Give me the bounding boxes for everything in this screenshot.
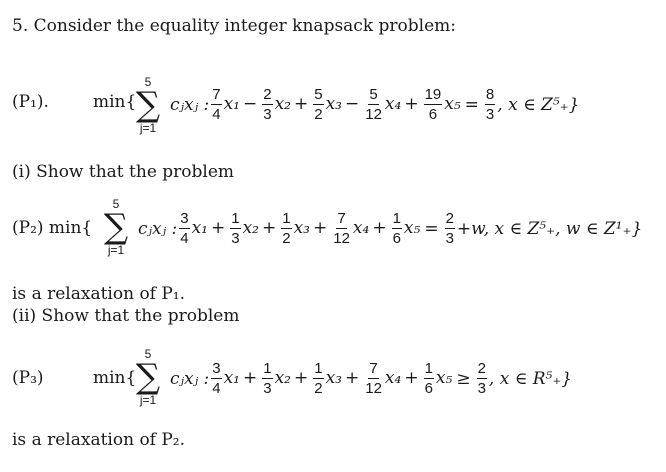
p1-rhs [485,86,495,123]
p3-term-numerator: 1 [263,360,272,377]
equation-p2 [0,190,666,280]
p1-term-variable: x₅ [444,94,461,114]
p1-rhs-den: 3 [485,106,495,123]
p1-term-variable: x₃ [325,94,342,114]
p1-lhs: cⱼxⱼ : [170,94,210,115]
p1-term-numerator: 7 [212,86,221,103]
equation-p3 [0,336,666,426]
p2-lhs: cⱼxⱼ : [138,218,178,239]
p2-term-variable: x₂ [242,218,259,238]
p3-domain: , x ∈ R⁵₊} [488,368,573,389]
p1-term-variable: x₁ [223,94,240,114]
p3-label: (P₃) [12,368,44,388]
p3-term-sign: + [293,368,309,388]
p1-term-numerator: 19 [424,86,442,103]
p3-term-numerator: 1 [314,360,323,377]
p3-term-denominator: 3 [263,380,272,397]
p1-term-variable: x₄ [384,94,402,114]
p3-term-numerator: 1 [424,360,433,377]
sigma-icon: ∑ [135,85,161,125]
p1-expression [170,86,579,123]
p1-term-numerator: 5 [369,86,378,103]
p3-term-variable: x₃ [325,368,342,388]
p3-term-variable: x₅ [435,368,453,388]
p3-rhs-den: 3 [477,380,486,397]
p3-term-variable: x₂ [274,368,291,388]
relaxation-p2-text: is a relaxation of P₂. [12,430,186,450]
p2-relation: = [424,218,439,239]
p1-sum-upper: 5 [144,75,152,89]
p3-term-coefficient [211,360,221,397]
p1-term-sign: + [404,94,419,114]
p1-term-coefficient [424,86,443,123]
p3-term-numerator: 7 [369,360,378,377]
p3-term-coefficient [424,360,434,397]
p1-label: (P₁). [12,92,49,112]
p3-term-variable: x₁ [223,368,240,388]
p1-term-denominator: 2 [314,106,323,123]
p2-term-numerator: 1 [282,210,291,227]
p2-expression [138,210,642,247]
p1-term-sign: + [293,94,309,114]
p3-term-sign: + [242,368,258,388]
p3-terms [209,360,452,397]
p2-term-denominator: 12 [333,230,350,247]
p2-term-denominator: 4 [180,230,189,247]
p2-term-numerator: 7 [337,210,346,227]
relaxation-p1-text: is a relaxation of P₁. [12,284,186,304]
p2-sum-upper: 5 [112,197,120,211]
p2-rhs-den: 3 [445,230,454,247]
p1-terms [209,86,460,123]
p2-term-variable: x₄ [352,218,370,238]
p3-term-numerator: 3 [212,360,221,377]
p2-term-sign: + [261,218,277,238]
p3-term-coefficient [262,360,272,397]
p3-relation: ≥ [456,368,471,389]
p1-relation: = [464,94,479,115]
p1-min: min{ [93,92,137,112]
p3-sum-upper: 5 [144,347,152,361]
p3-term-denominator: 6 [424,380,433,397]
p3-rhs-num: 2 [477,360,486,377]
p1-term-sign: − [344,94,360,114]
part-ii-text: (ii) Show that the problem [12,306,240,326]
p2-label: (P₂) min{ [12,218,93,238]
p2-term-denominator: 3 [231,230,240,247]
p3-term-denominator: 2 [314,380,323,397]
p2-term-sign: + [312,218,328,238]
p3-term-denominator: 4 [212,380,221,397]
p1-sum-lower: j=1 [139,121,157,135]
p2-rhs-num: 2 [445,210,454,227]
p2-terms [177,210,420,247]
p3-term-sign: + [404,368,419,388]
p2-term-variable: x₁ [191,218,208,238]
p2-term-coefficient [179,210,189,247]
p2-term-numerator: 3 [180,210,189,227]
equation-p1 [0,72,666,162]
p2-rhs [445,210,455,247]
p3-rhs [477,360,487,397]
p2-term-sign: + [372,218,387,238]
p2-term-variable: x₅ [403,218,421,238]
p2-term-coefficient [332,210,351,247]
p1-domain: , x ∈ Z⁵₊} [497,94,580,115]
p2-term-denominator: 6 [392,230,401,247]
p2-term-variable: x₃ [293,218,310,238]
sigma-icon: ∑ [103,207,129,247]
p3-expression [170,360,572,397]
problem-heading: 5. Consider the equality integer knapsack problem: [12,16,457,36]
p1-term-coefficient [211,86,221,123]
p1-rhs-num: 8 [485,86,495,103]
p1-term-denominator: 6 [428,106,438,123]
p2-term-coefficient [230,210,240,247]
p3-lhs: cⱼxⱼ : [170,368,210,389]
p1-term-denominator: 3 [263,106,272,123]
p2-term-numerator: 1 [231,210,240,227]
p3-term-coefficient [364,360,383,397]
p3-min: min{ [93,368,137,388]
p1-sum [128,76,168,134]
p3-sum [128,348,168,406]
p2-term-coefficient [281,210,291,247]
p1-term-coefficient [313,86,323,123]
p2-term-numerator: 1 [392,210,401,227]
p2-term-sign: + [210,218,226,238]
p3-term-sign: + [344,368,360,388]
p2-sum [96,198,136,256]
p3-term-variable: x₄ [384,368,402,388]
p2-domain: +w, x ∈ Z⁵₊, w ∈ Z¹₊} [456,218,643,239]
p2-term-coefficient [392,210,402,247]
p3-term-coefficient [313,360,323,397]
p1-term-variable: x₂ [274,94,291,114]
p3-sum-lower: j=1 [139,393,157,407]
sigma-icon: ∑ [135,357,161,397]
p3-term-denominator: 12 [365,380,382,397]
p1-term-denominator: 4 [212,106,221,123]
p1-term-sign: − [242,94,258,114]
p1-term-coefficient [262,86,272,123]
p2-term-denominator: 2 [282,230,291,247]
p1-term-numerator: 5 [314,86,323,103]
part-i-text: (i) Show that the problem [12,162,235,182]
p1-term-coefficient [364,86,383,123]
p1-term-numerator: 2 [263,86,272,103]
p2-sum-lower: j=1 [107,243,125,257]
p1-term-denominator: 12 [365,106,382,123]
